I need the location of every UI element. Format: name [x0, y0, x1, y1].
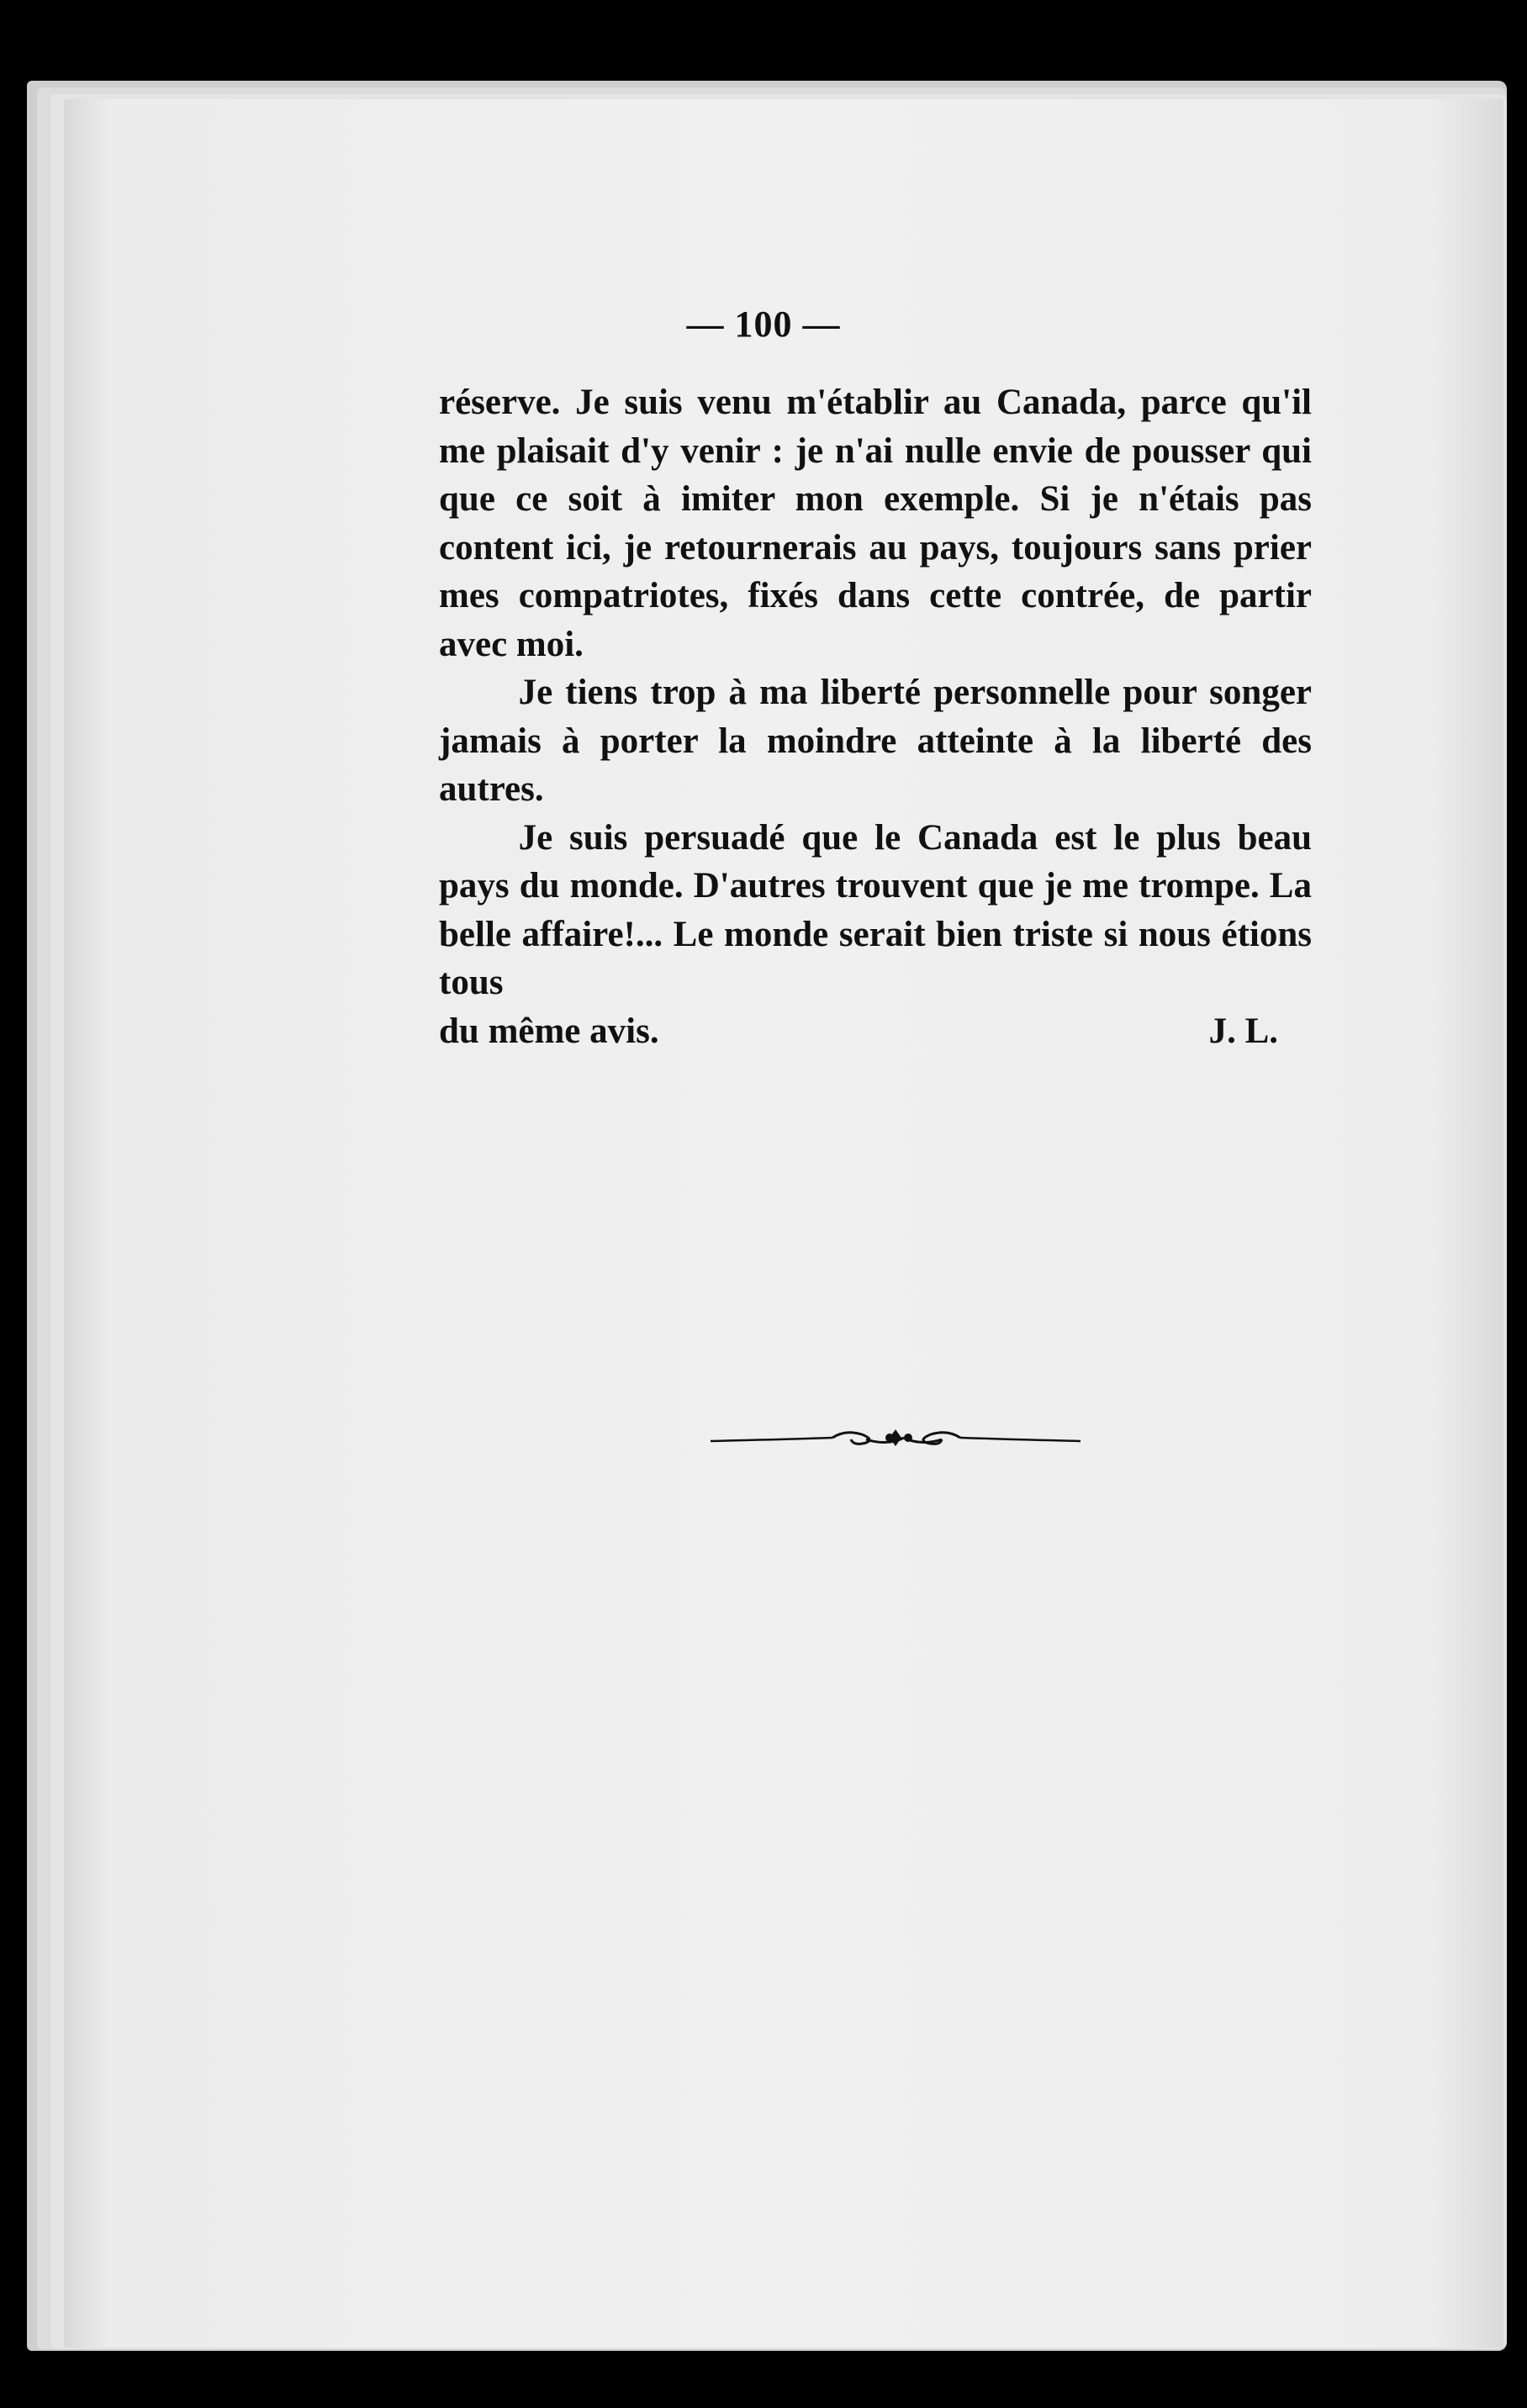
body-text	[439, 378, 1312, 1055]
paragraph: Je suis persuadé que le Canada est le plus beau pays du monde. D'autres trouvent que je me trompe. La belle affaire!... Le monde serait bien triste si nous étions tous	[439, 817, 1312, 1002]
closing-text: du même avis.	[439, 1011, 659, 1051]
page-number: — 100 —	[686, 304, 841, 345]
paragraph: Je tiens trop à ma liberté personnelle pour songer jamais à porter la moindre atteinte à la liberté des autres.	[439, 673, 1312, 809]
fleuron-divider-icon	[706, 1418, 1085, 1460]
paragraph: réserve. Je suis venu m'établir au Canada, parce qu'il me plaisait d'y venir : je n'ai nulle envie de pousser qui que ce soit à imiter mon exemple. Si je n'étais pas content ici, je retournerais au pays, toujours sans prier mes compatriotes, fixés dans cette contrée, de partir avec moi.	[439, 383, 1312, 664]
author-signature: J. L.	[1208, 1011, 1278, 1051]
closing-line	[439, 1007, 1312, 1056]
